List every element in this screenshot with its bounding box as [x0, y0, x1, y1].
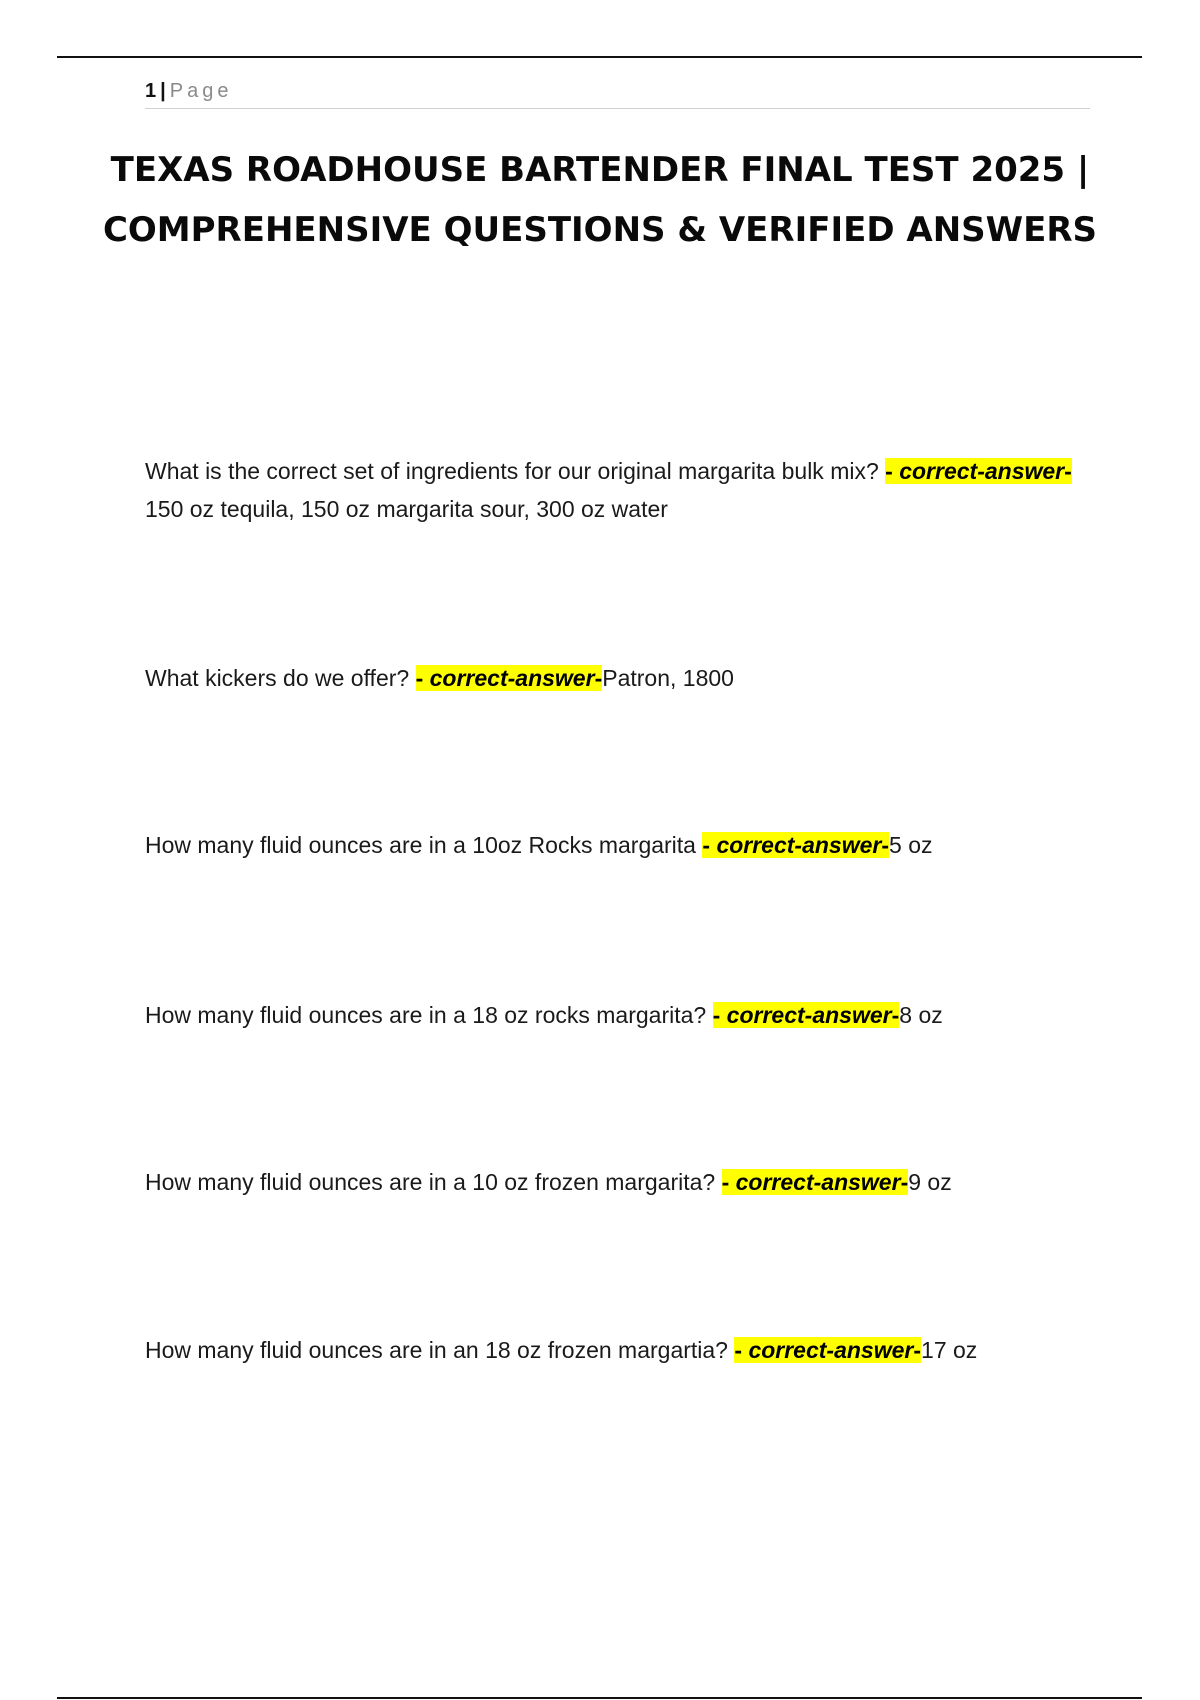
- answer-text: 17 oz: [921, 1337, 978, 1363]
- answer-marker: - correct-answer-: [734, 1337, 922, 1363]
- qa-item-5: [145, 1163, 1105, 1201]
- qa-item-4: [145, 996, 1105, 1034]
- answer-marker: - correct-answer-: [702, 832, 890, 858]
- question-text: How many fluid ounces are in an 18 oz frozen margartia?: [145, 1337, 735, 1363]
- top-rule: [57, 56, 1142, 58]
- answer-text: 9 oz: [908, 1169, 952, 1195]
- answer-text: 8 oz: [899, 1002, 943, 1028]
- answer-marker: - correct-answer-: [712, 1002, 900, 1028]
- question-text: How many fluid ounces are in a 10 oz frozen margarita?: [145, 1169, 722, 1195]
- answer-text: 150 oz tequila, 150 oz margarita sour, 300 oz water: [145, 496, 668, 522]
- bottom-rule: [57, 1697, 1142, 1699]
- answer-marker: - correct-answer-: [885, 458, 1072, 484]
- page-number: 1: [145, 80, 157, 102]
- qa-item-3: [145, 826, 1105, 864]
- page-label: Page: [169, 80, 233, 102]
- question-text: How many fluid ounces are in a 18 oz rocks margarita?: [145, 1002, 713, 1028]
- document-title: TEXAS ROADHOUSE BARTENDER FINAL TEST 2025 | COMPREHENSIVE QUESTIONS & VERIFIED ANSWERS: [102, 150, 1098, 250]
- question-text: What is the correct set of ingredients for our original margarita bulk mix?: [145, 458, 886, 484]
- answer-text: 5 oz: [889, 832, 933, 858]
- page-header: [145, 74, 1090, 109]
- question-text: What kickers do we offer?: [145, 665, 416, 691]
- answer-text: Patron, 1800: [602, 665, 734, 691]
- page-separator: |: [160, 80, 166, 102]
- answer-marker: - correct-answer-: [415, 665, 603, 691]
- qa-item-6: [145, 1331, 1105, 1369]
- qa-item-2: [145, 659, 1105, 697]
- answer-marker: - correct-answer-: [721, 1169, 909, 1195]
- question-text: How many fluid ounces are in a 10oz Rocks margarita: [145, 832, 703, 858]
- qa-item-1: [145, 452, 1105, 528]
